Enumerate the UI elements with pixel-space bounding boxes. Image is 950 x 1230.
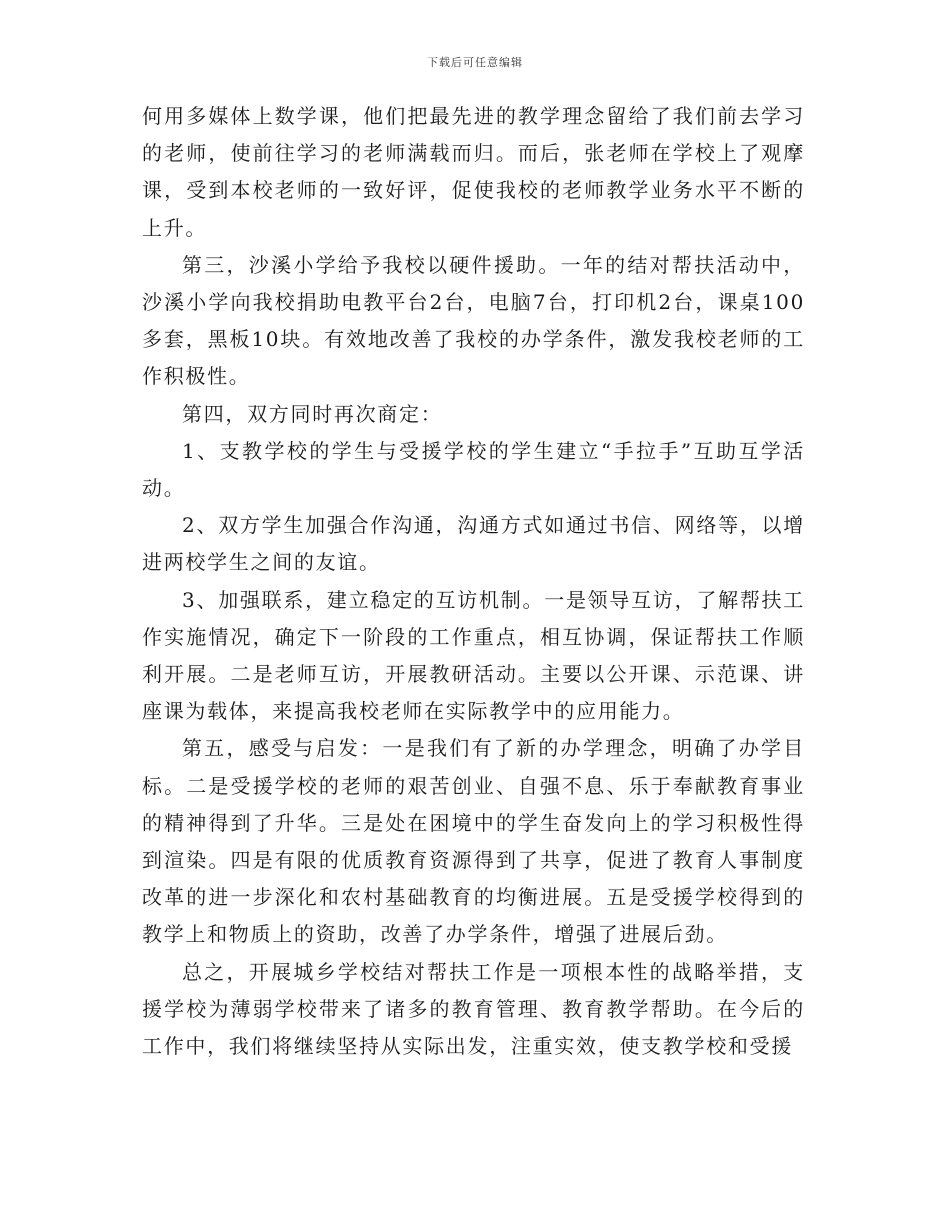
paragraph-7: 第五，感受与启发：一是我们有了新的办学理念，明确了办学目标。二是受援学校的老师的艰苦创业、自强不息、乐于奉献教育事业的精神得到了升华。三是处在困境中的学生奋发向上的学习积极性得到渲染。四是有限的优质教育资源得到了共享，促进了教育人事制度改革的进一步深化和农村基础教育的均衡进展。五是受援学校得到的教学上和物质上的资助，改善了办学条件，增强了进展后劲。 [142, 736, 805, 947]
paragraph-3: 第四，双方同时再次商定： [182, 401, 443, 426]
page-header: 下载后可任意编辑 [427, 56, 523, 69]
paragraph-4: 1、支教学校的学生与受援学校的学生建立“手拉手”互助互学活动。 [142, 438, 805, 501]
paragraph-1: 何用多媒体上数学课，他们把最先进的教学理念留给了我们前去学习的老师，使前往学习的老师满载而归。而后，张老师在学校上了观摩课，受到本校老师的一致好评，促使我校的老师教学业务水平不断的上升。 [142, 104, 805, 240]
paragraph-5: 2、双方学生加强合作沟通，沟通方式如通过书信、网络等，以增进两校学生之间的友谊。 [142, 513, 805, 575]
paragraph-8: 总之，开展城乡学校结对帮扶工作是一项根本性的战略举措，支援学校为薄弱学校带来了诸多的教育管理、教育教学帮助。在今后的工作中，我们将继续坚持从实际出发，注重实效，使支教学校和受援 [142, 959, 805, 1059]
paragraph-6: 3、加强联系，建立稳定的互访机制。一是领导互访，了解帮扶工作实施情况，确定下一阶段的工作重点，相互协调，保证帮扶工作顺利开展。二是老师互访，开展教研活动。主要以公开课、示范课、讲座课为载体，来提高我校老师在实际教学中的应用能力。 [142, 587, 805, 724]
document-body [142, 98, 805, 1065]
paragraph-2: 第三，沙溪小学给予我校以硬件援助。一年的结对帮扶活动中，沙溪小学向我校捐助电教平台2台，电脑7台，打印机2台，课桌100多套，黑板10块。有效地改善了我校的办学条件，激发我校老师的工作积极性。 [142, 252, 805, 389]
